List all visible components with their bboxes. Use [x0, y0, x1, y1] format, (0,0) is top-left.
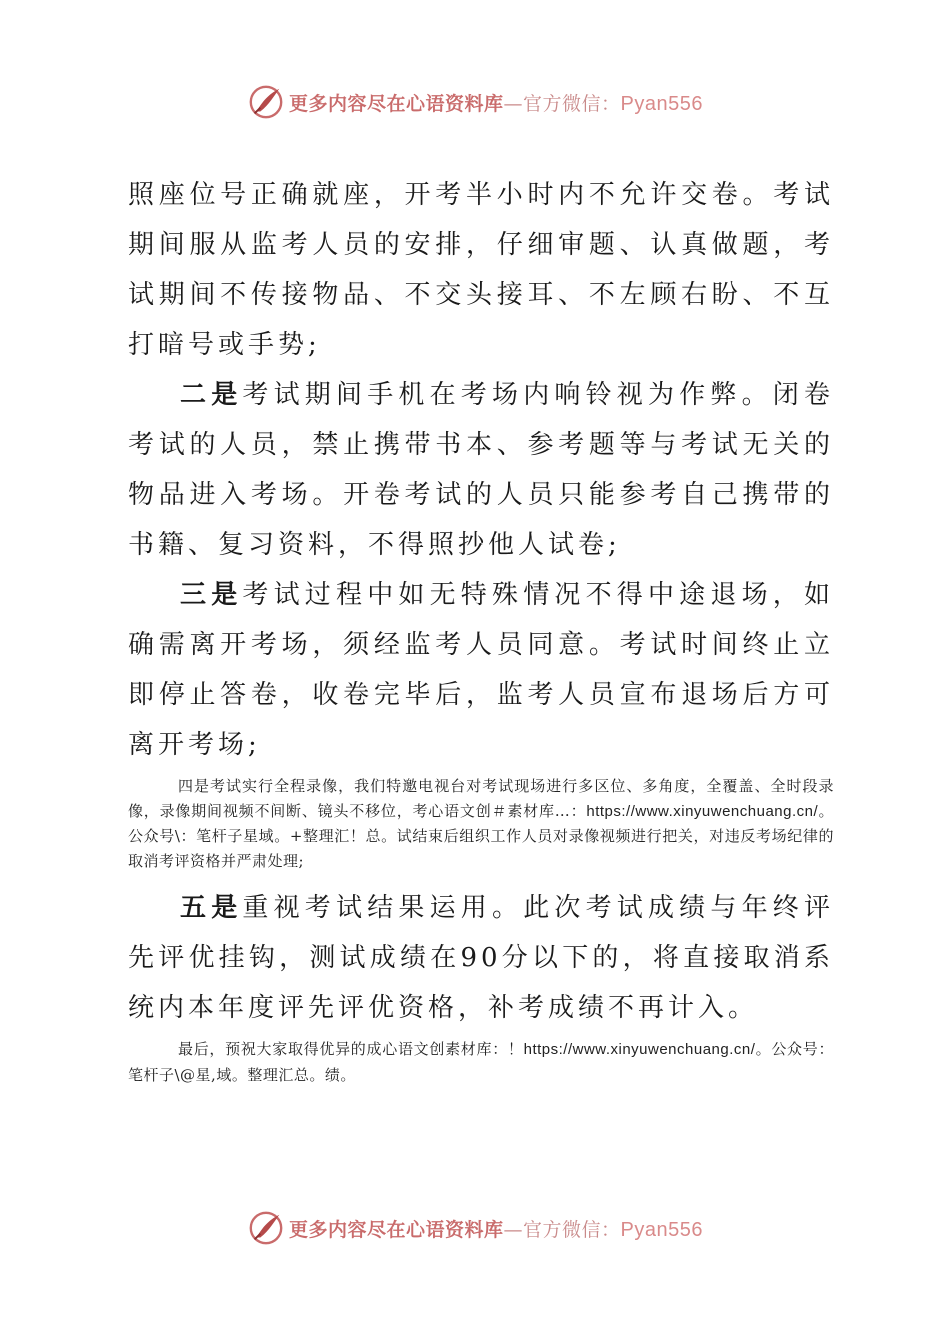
header-separator: —	[503, 92, 524, 115]
paragraph-four-text-b: 。公众号\：笔杆子星域。+整理汇！总。试结束后组织工作人员对录像视频进行把关，对违反考场纪律的取消考评资格并严肃处理;	[128, 801, 834, 870]
paragraph-two-text: 考试期间手机在考场内响铃视为作弊。闭卷考试的人员，禁止携带书本、参考题等与考试无关的物品进入考场。开卷考试的人员只能参考自己携带的书籍、复习资料，不得照抄他人试卷;	[128, 380, 834, 560]
quill-pen-logo-icon	[247, 83, 285, 121]
paragraph-three-text: 考试过程中如无特殊情况不得中途退场，如确需离开考场，须经监考人员同意。考试时间终止立即停止答卷，收卷完毕后，监考人员宣布退场后方可离开考场;	[128, 580, 834, 760]
footer-text	[289, 1215, 703, 1242]
closing-text-a: 最后，预祝大家取得优异的成心语文创素材库：！	[178, 1040, 524, 1058]
paragraph-five-text: 重视考试结果运用。此次考试成绩与年终评先评优挂钩，测试成绩在90分以下的，将直接取消系统内本年度评先评优资格，补考成绩不再计入。	[128, 893, 834, 1023]
paragraph-two-lead: 二是	[180, 380, 243, 410]
paragraph-continued: 照座位号正确就座，开考半小时内不允许交卷。考试期间服从监考人员的安排，仔细审题、认真做题，考试期间不传接物品、不交头接耳、不左顾右盼、不互打暗号或手势;	[128, 180, 834, 360]
paragraph-four-small	[128, 774, 834, 873]
footer-banner	[0, 1208, 950, 1248]
footer-brand: 更多内容尽在心语资料库	[289, 1218, 504, 1241]
paragraph-five	[128, 883, 834, 1033]
paragraph-two	[128, 370, 834, 570]
footer-separator: —	[503, 1218, 524, 1241]
paragraph-five-lead: 五是	[180, 893, 243, 923]
header-text	[289, 89, 703, 116]
footer-handle: Pyan556	[620, 1218, 703, 1241]
header-banner	[0, 82, 950, 122]
closing-small	[128, 1037, 834, 1087]
header-sub: 官方微信：	[523, 92, 621, 115]
header-brand: 更多内容尽在心语资料库	[289, 92, 504, 115]
paragraph-four-text-a: 四是考试实行全程录像，我们特邀电视台对考试现场进行多区位、多角度，全覆盖、全时段录像，录像期间视频不间断、镜头不移位，考心语文创＃素材库…：	[128, 777, 834, 820]
footer-sub: 官方微信：	[523, 1218, 621, 1241]
closing-text-b: 。公众号：笔杆子\@星,域。整理汇总。绩。	[128, 1040, 834, 1084]
header-handle: Pyan556	[620, 92, 703, 115]
closing-url: https://www.xinyuwenchuang.cn/	[523, 1041, 756, 1058]
paragraph-three	[128, 570, 834, 770]
paragraph-three-lead: 三是	[180, 580, 243, 610]
paragraph-four-url: https://www.xinyuwenchuang.cn/	[586, 802, 819, 820]
document-body	[128, 170, 834, 1097]
quill-pen-logo-icon	[247, 1209, 285, 1247]
